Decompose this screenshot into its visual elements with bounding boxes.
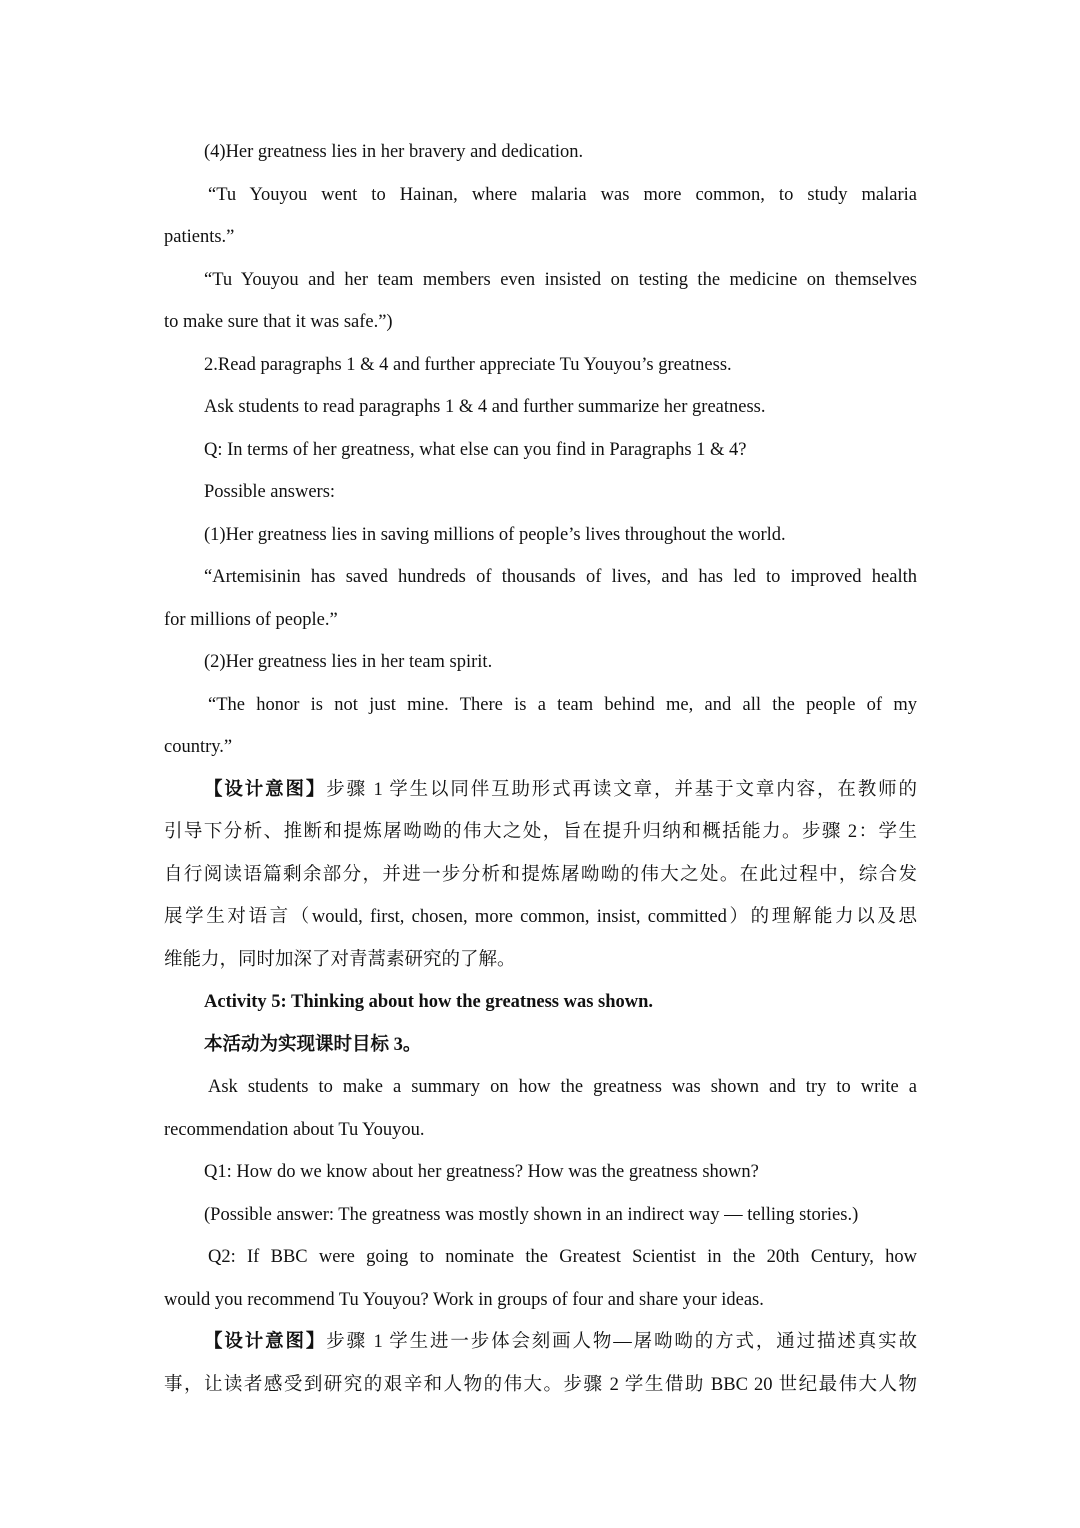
design-intent-2 bbox=[164, 1321, 917, 1364]
activity-5-heading: Activity 5: Thinking about how the greatness was shown. bbox=[204, 992, 654, 1012]
instruction-paragraphs: Ask students to read paragraphs 1 & 4 and further summarize her greatness. bbox=[204, 397, 766, 417]
design-intent-1-line-5: 维能力，同时加深了对青蒿素研究的了解。 bbox=[164, 949, 516, 970]
question-q: Q: In terms of her greatness, what else can you find in Paragraphs 1 & 4? bbox=[204, 439, 747, 460]
quote-artemisinin-cont: for millions of people.” bbox=[164, 609, 338, 630]
answer-1-heading: (1)Her greatness lies in saving millions of people’s lives throughout the world. bbox=[204, 524, 786, 545]
design-intent-1 bbox=[164, 769, 917, 812]
design-intent-1-line-4: 展学生对语言（would, first, chosen, more common, insist, committed）的理解能力以及思 bbox=[164, 907, 917, 927]
quote-testing: “Tu Youyou and her team members even insisted on testing the medicine on themselves bbox=[204, 269, 917, 290]
design-intent-tag-2: 【设计意图】 bbox=[204, 1332, 327, 1352]
question-q2: Q2: If BBC were going to nominate the Greatest Scientist in the 20th Century, how bbox=[208, 1247, 917, 1267]
document-page bbox=[164, 131, 917, 1406]
quote-hainan: “Tu Youyou went to Hainan, where malaria was more common, to study malaria bbox=[208, 184, 917, 205]
possible-answers-label: Possible answers: bbox=[204, 482, 336, 502]
design-intent-2-line-2: 事，让读者感受到研究的艰辛和人物的伟大。步骤 2 学生借助 BBC 20 世纪最伟大人物 bbox=[164, 1374, 917, 1395]
answer-2-heading: (2)Her greatness lies in her team spirit. bbox=[204, 652, 493, 672]
question-q1: Q1: How do we know about her greatness? How was the greatness shown? bbox=[204, 1162, 759, 1182]
activity-instruction-cont: recommendation about Tu Youyou. bbox=[164, 1119, 425, 1140]
quote-hainan-cont: patients.” bbox=[164, 227, 235, 247]
design-intent-text-2: 步骤 1 学生进一步体会刻画人物—屠呦呦的方式，通过描述真实故 bbox=[326, 1332, 917, 1352]
quote-testing-cont: to make sure that it was safe.”) bbox=[164, 312, 393, 332]
step-2-heading: 2.Read paragraphs 1 & 4 and further appreciate Tu Youyou’s greatness. bbox=[204, 354, 732, 375]
design-intent-tag: 【设计意图】 bbox=[204, 779, 327, 800]
design-intent-text: 步骤 1 学生以同伴互助形式再读文章，并基于文章内容，在教师的 bbox=[326, 779, 917, 800]
answer-4-heading: (4)Her greatness lies in her bravery and dedication. bbox=[204, 142, 584, 162]
quote-honor-cont: country.” bbox=[164, 737, 233, 757]
question-q2-cont: would you recommend Tu Youyou? Work in groups of four and share your ideas. bbox=[164, 1289, 764, 1310]
design-intent-1-line-3: 自行阅读语篇剩余部分，并进一步分析和提炼屠呦呦的伟大之处。在此过程中，综合发 bbox=[164, 864, 917, 885]
activity-goal: 本活动为实现课时目标 3。 bbox=[204, 1034, 422, 1055]
design-intent-1-line-2: 引导下分析、推断和提炼屠呦呦的伟大之处，旨在提升归纳和概括能力。步骤 2：学生 bbox=[164, 822, 917, 842]
quote-artemisinin: “Artemisinin has saved hundreds of thousands of lives, and has led to improved health bbox=[204, 567, 917, 587]
quote-honor: “The honor is not just mine. There is a team behind me, and all the people of my bbox=[208, 694, 917, 715]
possible-answer-q1: (Possible answer: The greatness was mostly shown in an indirect way — telling stories.) bbox=[204, 1204, 859, 1225]
activity-instruction: Ask students to make a summary on how the greatness was shown and try to write a bbox=[208, 1077, 917, 1097]
